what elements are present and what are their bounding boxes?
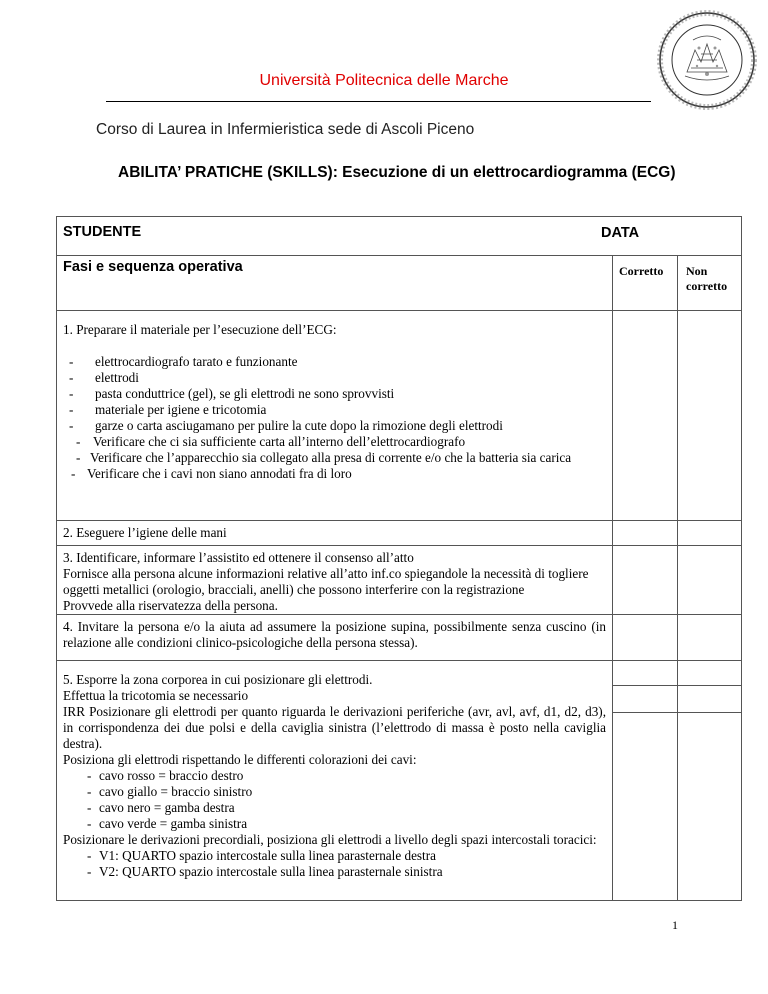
evaluation-table [56,216,742,901]
list-item: - elettrocardiografo tarato e funzionante [69,354,298,369]
list-item: - V2: QUARTO spazio intercostale sulla linea parasternale sinistra [87,864,443,879]
university-seal-logo [657,10,757,110]
step-4-text: 4. Invitare la persona e/o la aiuta ad assumere la posizione supina, possibilmente senza cuscino (in relazione alle condizioni clinico-psicologiche della persona stessa). [63,619,606,650]
step-2-correct-cell[interactable] [613,521,678,546]
phases-label: Fasi e sequenza operativa [63,259,243,275]
list-item: - garze o carta asciugamano per pulire la cute dopo la rimozione degli elettrodi [69,418,503,433]
page-number: 1 [672,918,678,932]
step-1-intro: 1. Preparare il materiale per l’esecuzione dell’ECG: [63,322,337,337]
step-5-not-correct-subcells [678,661,741,686]
list-item: - materiale per igiene e tricotomia [69,402,267,417]
list-item: - cavo giallo = braccio sinistro [87,784,253,799]
list-item: - Verificare che ci sia sufficiente carta all’interno dell’elettrocardiografo [76,434,466,449]
step-4-correct-cell[interactable] [613,615,678,661]
list-item: - elettrodi [69,370,139,385]
list-item: - Verificare che i cavi non siano annodati fra di loro [71,466,352,481]
step-5-correct-subcells [613,661,677,686]
not-correct-header-cell [678,256,742,311]
step-4-not-correct-cell[interactable] [678,615,742,661]
step-1-material-list [57,354,612,482]
list-item: - pasta conduttrice (gel), se gli elettrodi ne sono sprovvisti [69,386,395,401]
step-5-text [57,661,612,768]
step-1-cell [57,311,613,521]
step-3-correct-cell[interactable] [613,546,678,615]
list-item: - cavo rosso = braccio destro [87,768,244,783]
step-3-line-2: Fornisce alla persona alcune informazioni relative all’atto inf.co spiegandole la necessità di togliere oggetti metallici (orologio, bracciali, anelli) che possono interferire con la registrazione [63,566,589,597]
document-title: ABILITA’ PRATICHE (SKILLS): Esecuzione di un elettrocardiogramma (ECG) [118,164,676,181]
step-3-line-3: Provvede alla riservatezza della persona. [63,598,278,613]
step-5-line-5: Posizionare le derivazioni precordiali, posiziona gli elettrodi a livello degli spazi intercostali toracici: [63,832,597,847]
step-5-line-4: Posiziona gli elettrodi rispettando le differenti colorazioni dei cavi: [63,752,417,767]
step-3-cell [57,546,613,615]
university-name: Università Politecnica delle Marche [259,72,509,89]
step-5-not-correct-cell[interactable] [678,661,742,901]
step-5-line-2: Effettua la tricotomia se necessario [63,688,249,703]
step-2-text: 2. Eseguere l’igiene delle mani [63,525,227,540]
header-divider [106,101,651,102]
step-3-text [57,546,612,614]
correct-column-label: Corretto [619,264,664,278]
student-label: STUDENTE [63,224,142,240]
step-1-not-correct-cell[interactable] [678,311,742,521]
precordial-list [57,848,612,880]
step-5-cell [57,661,613,901]
correct-header-cell [613,256,678,311]
step-3-line-1: 3. Identificare, informare l’assistito ed ottenere il consenso all’atto [63,550,414,565]
step-2-cell [57,521,613,546]
step-1-correct-cell[interactable] [613,311,678,521]
step-3-not-correct-cell[interactable] [678,546,742,615]
list-item: - Verificare che l’apparecchio sia collegato alla presa di corrente e/o che la batteria sia carica [76,450,572,465]
date-label: DATA [601,225,640,241]
not-correct-column-label: Non corretto [686,264,728,293]
phases-header-cell [57,256,613,311]
list-item: - cavo verde = gamba sinistra [87,816,248,831]
step-2-not-correct-cell[interactable] [678,521,742,546]
step-5-line-1: 5. Esporre la zona corporea in cui posizionare gli elettrodi. [63,672,373,687]
step-5-line-3: IRR Posizionare gli elettrodi per quanto riguarda le derivazioni periferiche (avr, avl, avf, d1, d2, d3), in corrispondenza dei due polsi e della caviglia sinistra (l’elettrodo di massa è posto nella caviglia destra). [63,704,606,751]
list-item: - cavo nero = gamba destra [87,800,235,815]
step-5-correct-cell[interactable] [613,661,678,901]
cable-color-list [57,768,612,832]
course-name: Corso di Laurea in Infermieristica sede di Ascoli Piceno [96,121,475,138]
list-item: - V1: QUARTO spazio intercostale sulla linea parasternale destra [87,848,436,863]
step-4-cell [57,615,613,661]
student-date-row [57,217,742,256]
